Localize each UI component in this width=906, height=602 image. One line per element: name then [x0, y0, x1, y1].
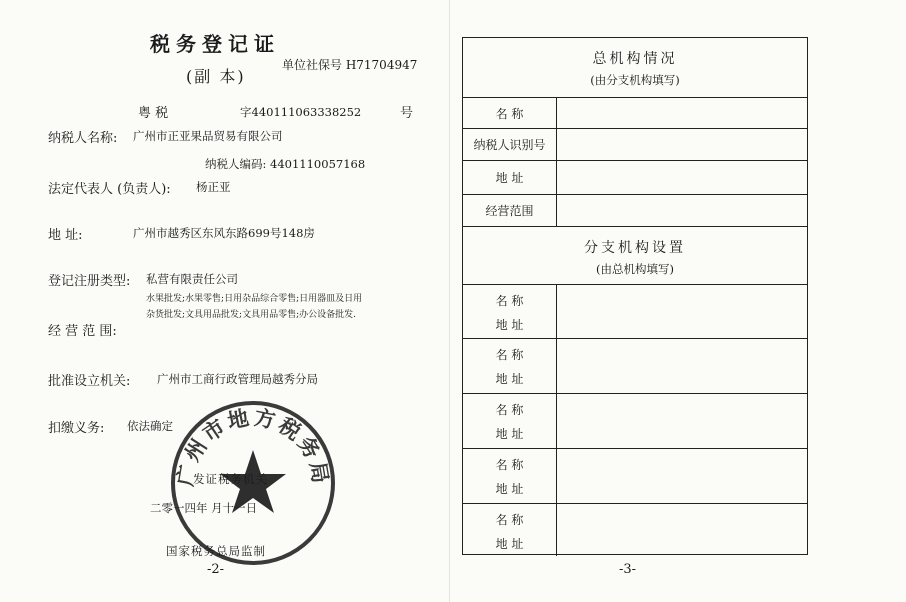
branch-address-label: 地 址 — [495, 482, 524, 496]
business-scope-line1: 水果批发;水果零售;日用杂品综合零售;日用器皿及日用 — [146, 294, 363, 304]
branch-section-header — [463, 226, 807, 284]
branch-row-4 — [463, 448, 807, 503]
taxpayer-name-label: 纳税人名称: — [48, 131, 118, 146]
issue-date: 二零一四年 月十一日 — [150, 501, 258, 515]
hq-heading: 总机构情况 — [592, 51, 678, 67]
branch-info-table — [462, 37, 808, 555]
issuing-org: 发证税务机关 — [193, 472, 268, 486]
branch-address-label: 地 址 — [495, 427, 524, 441]
branch-address-label: 地 址 — [495, 372, 524, 386]
branch-name-label: 名 称 — [495, 458, 524, 472]
reg-type-label: 登记注册类型: — [48, 274, 131, 289]
hq-name-label: 名 称 — [463, 98, 557, 128]
hq-row-name — [463, 97, 807, 128]
hq-address-label: 地 址 — [463, 161, 557, 194]
branch-note: (由总机构填写) — [596, 262, 674, 276]
doc-title: 税务登记证 — [150, 32, 280, 56]
branch-row-3 — [463, 393, 807, 448]
address-label: 地 址: — [48, 228, 83, 243]
cert-number: 字440111063338252 — [240, 105, 362, 119]
branch-name-label: 名 称 — [495, 403, 524, 417]
branch-heading: 分支机构设置 — [584, 240, 686, 256]
branch-row-1 — [463, 284, 807, 338]
withholding-label: 扣缴义务: — [48, 421, 105, 436]
hq-row-scope — [463, 194, 807, 226]
business-scope-label: 经 营 范 围: — [48, 324, 117, 339]
hq-scope-label: 经营范围 — [463, 195, 557, 226]
hq-taxpayer-id-label: 纳税人识别号 — [463, 129, 557, 160]
approval-org-label: 批准设立机关: — [48, 374, 131, 389]
page-number-right: -3- — [619, 562, 637, 577]
branch-name-label: 名 称 — [495, 348, 524, 362]
page-number-left: -2- — [207, 562, 225, 577]
legal-rep-label: 法定代表人 (负责人): — [48, 182, 171, 197]
left-page — [0, 0, 450, 602]
branch-name-label: 名 称 — [495, 294, 524, 308]
taxpayer-code: 纳税人编码: 4401110057168 — [205, 157, 366, 171]
hq-section-header — [463, 48, 807, 88]
approval-org: 广州市工商行政管理局越秀分局 — [157, 372, 318, 386]
doc-subtitle: (副 本) — [186, 67, 246, 86]
seal-text: 广州市地方税务局 — [172, 404, 334, 488]
hq-row-address — [463, 160, 807, 194]
address: 广州市越秀区东风东路699号148房 — [133, 226, 315, 240]
right-page — [450, 0, 906, 602]
tax-region-label: 粤 税 — [138, 106, 169, 121]
cert-suffix: 号 — [400, 106, 414, 121]
supervisor: 国家税务总局监制 — [166, 544, 266, 558]
branch-address-label: 地 址 — [495, 318, 524, 332]
business-scope-line2: 杂货批发;文具用品批发;文具用品零售;办公设备批发. — [146, 310, 356, 320]
hq-note: (由分支机构填写) — [590, 73, 680, 87]
withholding: 依法确定 — [127, 419, 173, 433]
branch-row-2 — [463, 338, 807, 393]
branch-address-label: 地 址 — [495, 537, 524, 551]
branch-row-5 — [463, 503, 807, 556]
legal-rep: 杨正亚 — [196, 180, 231, 194]
hq-row-taxpayer-id — [463, 128, 807, 160]
branch-name-label: 名 称 — [495, 513, 524, 527]
social-security-number: 单位社保号 H71704947 — [282, 58, 418, 72]
reg-type: 私营有限责任公司 — [146, 272, 238, 286]
taxpayer-name: 广州市正亚果品贸易有限公司 — [133, 129, 283, 143]
